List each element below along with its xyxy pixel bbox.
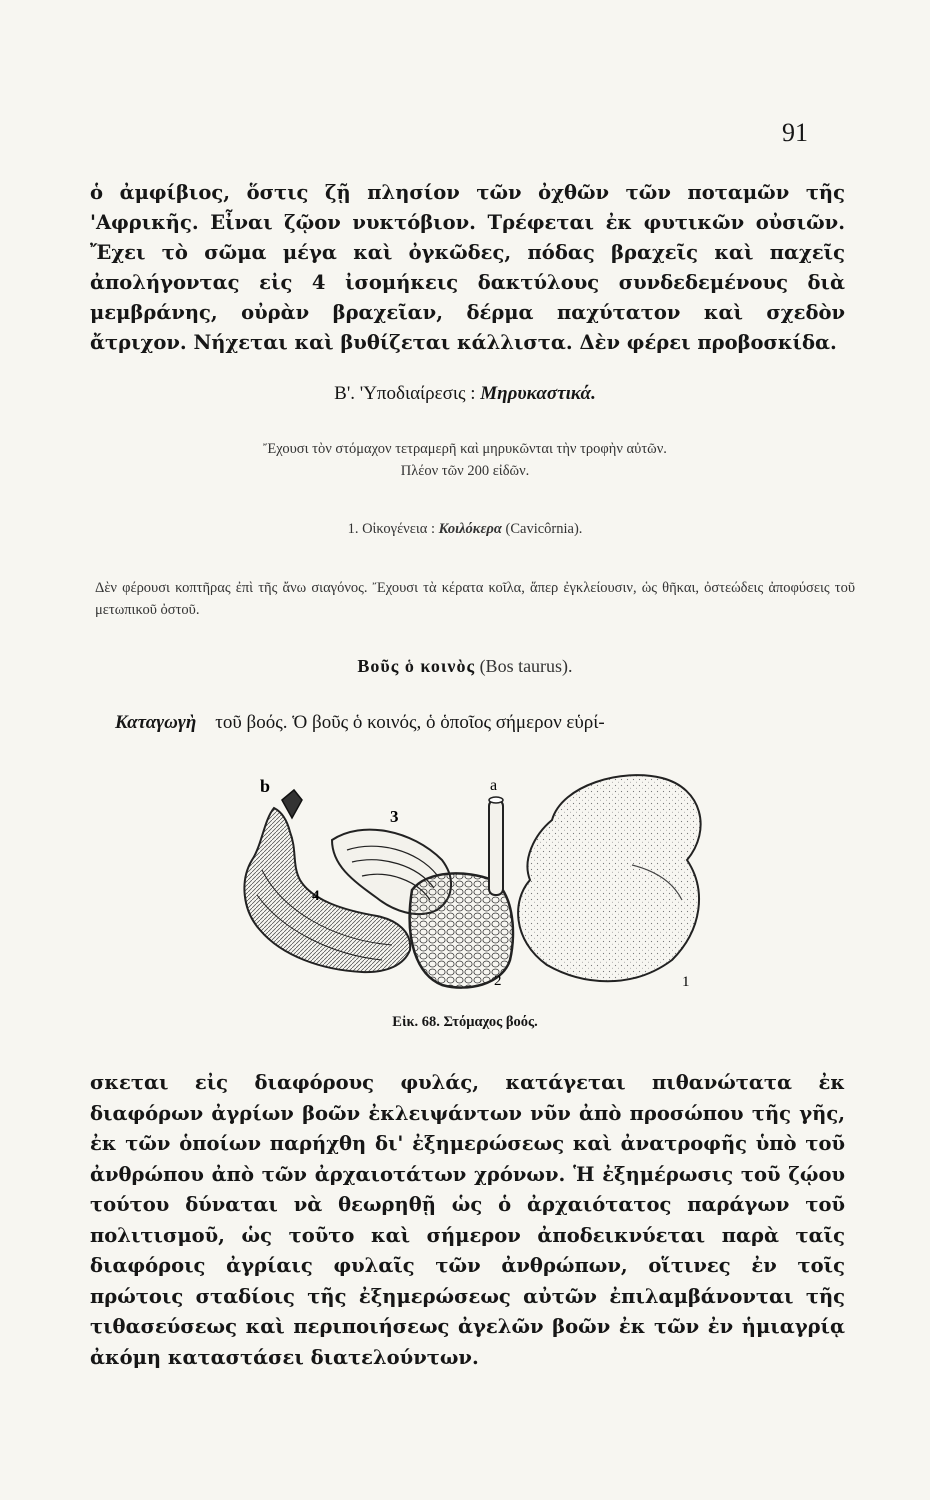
figure-label-1: 1 (682, 974, 690, 990)
figure-label-a: a (490, 777, 498, 794)
subsection-title: Μηρυκαστικά. (480, 383, 596, 404)
family-latin-name: (Cavicôrnia). (505, 521, 583, 537)
page-number: 91 (782, 118, 808, 147)
figure-caption: Εἰκ. 68. Στόμαχος βοός. (392, 1014, 538, 1030)
species-heading (0, 656, 930, 677)
paragraph-cattle-origin: σκεται εἰς διαφόρους φυλάς, κατάγεται πιθανώτατα ἐκ διαφόρων ἀγρίων βοῶν ἐκλειψάντων νῦν ἀπὸ προσώπου τῆς γῆς, ἐκ τῶν ὁποίων παρήχθη δι' ἐξημερώσεως καὶ ἀνατροφῆς ὑπὸ τοῦ ἀνθρώπου ἀπὸ τῶν ἀρχαιοτάτων χρόνων. Ἡ ἐξημέρωσις τοῦ ζῴου τούτου δύναται νὰ θεωρηθῇ ὡς ὁ ἀρχαιότατος παράγων τοῦ πολιτισμοῦ, ὡς τοῦτο καὶ σήμερον ἀποδεικνύεται παρὰ ταῖς διαφόροις ἀγρίαις φυλαῖς τῶν ἀνθρώπων, οἵτινες ἐν τοῖς πρώτοις σταδίοις τῆς ἐξημερώσεως αὐτῶν ἐπιλαμβάνονται τῆς τιθασεύσεως καὶ περιποιήσεως ἀγελῶν βοῶν ἐκ τῶν ἐν ἡμιαγρίᾳ ἀκόμη καταστάσει διατελούντων. (90, 1071, 845, 1369)
figure-label-b: b (260, 776, 271, 796)
figure-label-2: 2 (494, 973, 502, 989)
intro-line-1: Ἔχουσι τὸν στόμαχον τετραμερῆ καὶ μηρυκῶνται τὴν τροφὴν αὐτῶν. (263, 441, 667, 457)
species-latin-name: (Bos taurus). (479, 656, 573, 676)
origin-text: τοῦ βοός. Ὁ βοῦς ὁ κοινός, ὁ ὁποῖος σήμερον εὑρί- (215, 712, 605, 733)
species-greek-name: Βοῦς ὁ κοινὸς (357, 656, 476, 676)
ruminants-intro (80, 438, 850, 482)
family-greek-name: Κοιλόκερα (438, 521, 502, 537)
origin-italic-word: Καταγωγὴ (115, 712, 197, 733)
origin-line (115, 712, 835, 734)
stomach-illustration (212, 760, 742, 1005)
figure-label-4: 4 (312, 888, 320, 904)
family-prefix: 1. Οἰκογένεια : (347, 521, 435, 537)
paragraph-hippopotamus: ὁ ἀμφίβιος, ὅστις ζῇ πλησίον τῶν ὀχθῶν τῶν ποταμῶν τῆς 'Αφρικῆς. Εἶναι ζῷον νυκτόβιον. Τρέφεται ἐκ φυτικῶν οὐσιῶν. Ἔχει τὸ σῶμα μέγα καὶ ὀγκῶδες, πόδας βραχεῖς καὶ παχεῖς ἀπολήγοντας εἰς 4 ἰσομήκεις δακτύλους συνδεδεμένους διὰ μεμβράνης, οὐρὰν βραχεῖαν, δέρμα παχύτατον καὶ σχεδὸν ἄτριχον. Νήχεται καὶ βυθίζεται κάλλιστα. Δὲν φέρει προβοσκίδα. (90, 181, 845, 354)
family-heading (80, 518, 850, 540)
rumen-part (518, 775, 701, 981)
family-description: Δὲν φέρουσι κοπτῆρας ἐπὶ τῆς ἄνω σιαγόνος. Ἔχουσι τὰ κέρατα κοῖλα, ἅπερ ἐγκλείουσιν, ὡς θῆκαι, ὀστεώδεις ἀποφύσεις τοῦ μετωπικοῦ ὀστοῦ. (95, 580, 855, 618)
subsection-heading (0, 383, 930, 405)
figure-label-3: 3 (390, 807, 399, 826)
intro-line-2: Πλέον τῶν 200 εἰδῶν. (400, 463, 530, 479)
subsection-label: Β'. 'Υποδιαίρεσις : (334, 383, 476, 404)
esophagus-part (489, 797, 503, 895)
